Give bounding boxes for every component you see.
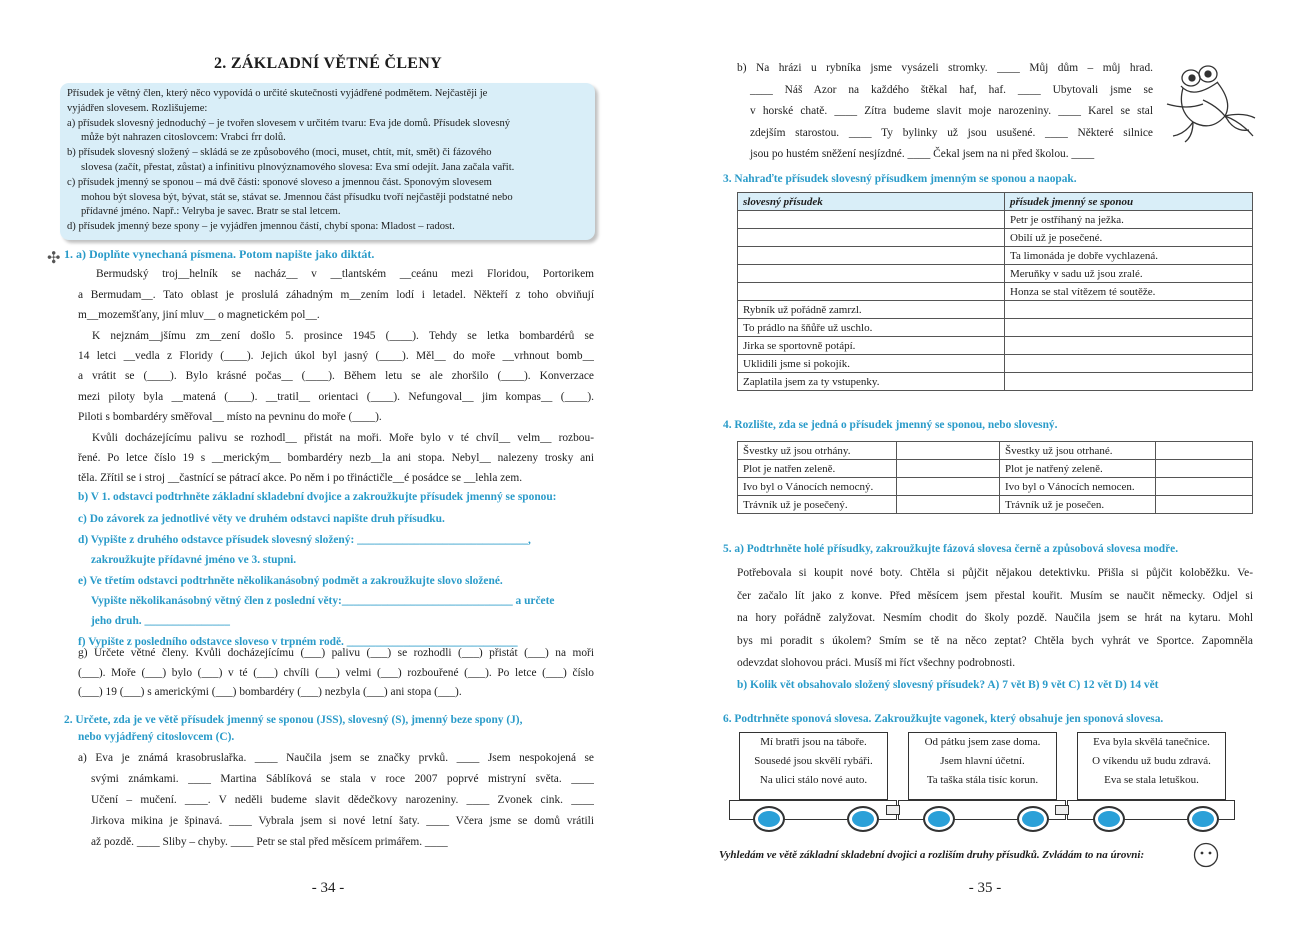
wagon-3[interactable] <box>1077 732 1226 800</box>
table-cell: Meruňky v sadu už jsou zralé. <box>1005 265 1253 283</box>
text-line: Potřebovala si koupit nové boty. Chtěla si půjčit nějakou detektivku. Přišla si půjčit koloběžku. Ve- <box>737 567 1253 579</box>
text-line: K nejznám__jšímu zm__zení došlo 5. prosince 1945 (____). Tehdy se letka bombardérů se <box>92 329 594 342</box>
definition-line: vyjádřen slovesem. Rozlišujeme: <box>67 102 208 114</box>
task-1-subtasks <box>78 488 598 653</box>
task-5b-question: b) Kolik vět obsahovalo složený slovesný přísudek? A) 7 vět B) 9 vět C) 12 vět D) 14 vět <box>737 679 1159 691</box>
table-row <box>738 442 1253 460</box>
wheel-icon <box>1093 806 1125 832</box>
text-line: na hory pořádně zalyžovat. Nesmím chodit do školy pozdě. Naučila jsem se hrát na kytaru. Mohl <box>737 612 1253 624</box>
definition-line: c) přísudek jmenný se sponou – má dvě části: sponové sloveso a jmennou část. Sponovým slovesem <box>67 176 492 188</box>
task-2-text <box>78 748 594 853</box>
task-4-table <box>737 441 1253 514</box>
wagon-sentence: Sousedé jsou skvělí rybáři. <box>754 755 873 767</box>
answer-cell[interactable] <box>1156 496 1253 514</box>
wagon-sentence: Na ulici stálo nové auto. <box>759 774 868 786</box>
definition-line: d) přísudek jmenný beze spony – je vyjádřen jmennou částí, chybí spona: Mladost – radost. <box>67 221 455 233</box>
definition-line: a) přísudek slovesný jednoduchý – je tvořen slovesem v určitém tvaru: Eva jde domů. Přísudek slovesný <box>67 117 511 129</box>
table-cell: Švestky už jsou otrhány. <box>738 442 897 460</box>
table-row <box>738 247 1253 265</box>
table-row <box>738 478 1253 496</box>
table-row <box>738 496 1253 514</box>
table-cell: Plot je natřený zeleně. <box>1000 460 1156 478</box>
table-row <box>738 301 1253 319</box>
answer-cell[interactable] <box>1005 355 1253 373</box>
table-row <box>738 265 1253 283</box>
table-row <box>738 355 1253 373</box>
definition-line: slovesa (začít, přestat, zůstat) a infinitivu plnovýznamového slovesa: Eva smí odejít. Jana začala vařit. <box>81 161 515 173</box>
answer-cell[interactable] <box>897 478 1000 496</box>
wagon-sentence: Eva se stala letuškou. <box>1104 774 1199 786</box>
wheel-icon <box>923 806 955 832</box>
answer-cell[interactable] <box>1156 478 1253 496</box>
table-row <box>738 337 1253 355</box>
text-line: m__mozemšťany, jiní mluv__ o magnetickém pol__. <box>78 309 320 322</box>
text-line: řené. Po letce číslo 19 s __merickým__ bombardéry nezb__la ani stopa. Nebyl__ nalezeny trosky ani <box>78 452 594 465</box>
heading-line: 2. Určete, zda je ve větě přísudek jmenný se sponou (JSS), slovesný (S), jmenný beze spony (J), <box>64 714 523 726</box>
wheel-icon <box>1017 806 1049 832</box>
text-line: a vrátit se (____). Bylo krásné počas__ (____). Během letu se ale zhoršilo (____). Konverzace <box>78 370 594 383</box>
subtask-d: d) Vypište z druhého odstavce přísudek slovesný složený: ______________________________, <box>78 534 531 547</box>
text-line: Učení – mučení. ____. V neděli budeme slavit dědečkovy narozeniny. ____ Zvonek cink. ____ <box>91 794 594 806</box>
task-3-heading: 3. Nahraďte přísudek slovesný přísudkem jmenným se sponou a naopak. <box>723 173 1077 185</box>
task-2b-text <box>737 58 1153 166</box>
subtask-d-cont: zakroužkujte přídavné jméno ve 3. stupni. <box>91 553 297 566</box>
definition-line: přídavné jméno. Např.: Velryba je savec. Bratr se stal letcem. <box>81 206 341 218</box>
coupler-icon <box>1055 805 1069 815</box>
table-cell: Honza se stal vítězem té soutěže. <box>1005 283 1253 301</box>
text-line: svými známkami. ____ Martina Sáblíková se stala v roce 2007 poprvé mistryní světa. ____ <box>91 773 594 785</box>
text-line: (___). Moře (___) bylo (___) v té (___) chvíli (___) velmi (___) rozbouřené (___). Po letce (___) číslo <box>78 666 594 679</box>
definition-line: b) přísudek slovesný složený – skládá se ze způsobového (moci, muset, chtít, mít, smět) či fázového <box>67 147 492 159</box>
subtask-e: e) Ve třetím odstavci podtrhněte několikanásobný podmět a zakroužkujte slovo složené. <box>78 575 503 588</box>
text-line: b) Na hrázi u rybníka jsme vysázeli stromky. ____ Můj dům – můj hrad. <box>737 62 1153 74</box>
answer-cell[interactable] <box>1005 337 1253 355</box>
task-3-table <box>737 192 1253 391</box>
wagon-sentence: Mí bratři jsou na táboře. <box>760 736 867 748</box>
answer-cell[interactable] <box>1005 301 1253 319</box>
answer-cell[interactable] <box>1156 442 1253 460</box>
wagon-sentence: Od pátku jsem zase doma. <box>924 736 1041 748</box>
table-row <box>738 211 1253 229</box>
text-line: Kvůli docházejícímu palivu se rozhodl__ přistát na moři. Moře bylo v té chvíl__ velm__ rozbou- <box>92 431 594 444</box>
table-cell: Obilí už je posečené. <box>1005 229 1253 247</box>
heading-line: nebo vyjádřený citoslovcem (C). <box>78 731 235 743</box>
wagon-sentence: Eva byla skvělá tanečnice. <box>1093 736 1210 748</box>
wheel-icon <box>847 806 879 832</box>
text-line: a) Eva je známá krasobruslařka. ____ Naučila jsem se značky prvků. ____ Jsem nespokojená se <box>78 752 594 764</box>
answer-cell[interactable] <box>897 460 1000 478</box>
table-cell: Švestky už jsou otrhané. <box>1000 442 1156 460</box>
self-assessment-note: Vyhledám ve větě základní skladební dvojici a rozliším druhy přísudků. Zvládám to na úrovni: <box>719 849 1145 861</box>
task-2-heading <box>64 712 598 746</box>
definition-line: Přísudek je větný člen, který něco vypovídá o určité skutečnosti vyjádřené podmětem. Nejčastěji je <box>67 88 488 99</box>
answer-cell[interactable] <box>1005 373 1253 391</box>
answer-cell[interactable] <box>738 229 1005 247</box>
column-header: přísudek jmenný se sponou <box>1005 193 1253 211</box>
table-cell: Uklidili jsme si pokojík. <box>738 355 1005 373</box>
text-line: 14 letci __vedla z Floridy (____). Jejich úkol byl jasný (____). Měl__ do moře __vrhnout bomb__ <box>78 350 594 363</box>
text-line: jsou po hustém sněžení nesjízdné. ____ Čekal jsem na ni před školou. ____ <box>750 148 1095 160</box>
text-line: ____ Náš Azor na každého štěkal haf, haf. ____ Ubytovali jsme se <box>750 83 1153 96</box>
text-line: Piloti s bombardéry směřoval__ místo na pevninu do moře (____). <box>78 411 382 424</box>
answer-cell[interactable] <box>738 211 1005 229</box>
coupler-icon <box>886 805 900 815</box>
text-line: čer začalo lít jako z konve. Před měsícem jsem přestal kouřit. Musím se naučit německy. Odjel si <box>737 589 1253 602</box>
subtask-f: f) Vypište z posledního odstavce sloveso v trpném rodě. ______________________________ <box>78 636 518 649</box>
wheel-icon <box>753 806 785 832</box>
answer-cell[interactable] <box>897 442 1000 460</box>
table-row <box>738 373 1253 391</box>
text-line: mezi piloty byla __matená (____). __tratil__ orientaci (____). Nefungoval__ jim kompas__ (____). <box>78 390 594 403</box>
table-row <box>738 283 1253 301</box>
text-line: a Bermudam__. Tato oblast je proslulá záhadným m__zením lodí i letadel. Někteří z toho obviňují <box>78 288 594 301</box>
table-cell: Ta limonáda je dobře vychlazená. <box>1005 247 1253 265</box>
frog-illustration-icon <box>1163 60 1258 145</box>
text-line: v horské chatě. ____ Zítra budeme slavit moje narozeniny. ____ Karel se stal <box>750 105 1153 117</box>
page-number: - 35 - <box>968 880 1002 896</box>
task-1-text <box>64 264 594 488</box>
table-row <box>738 229 1253 247</box>
definition-box <box>60 83 595 240</box>
text-line: g) Určete větné členy. Kvůli docházejícímu (___) palivu (___) se rozhodli (___) přistát (___) na moři <box>78 647 594 659</box>
text-line: až pozdě. ____ Sliby – chyby. ____ Petr se stal před měsícem primářem. ____ <box>91 836 448 848</box>
task-1-heading: 1. a) Doplňte vynechaná písmena. Potom napište jako diktát. <box>64 247 375 261</box>
text-line: těla. Zřítil se i stroj __častnící se pátrací akce. Po něm i po třináctičle__é posádce se __lehla zem. <box>78 472 523 485</box>
left-page <box>0 0 656 935</box>
table-cell: Ivo byl o Vánocích nemocný. <box>738 478 897 496</box>
text-line: (___) 19 (___) s americkými (___) bombardéry (___) nezbyla (___) ani stopa (___). <box>78 686 462 698</box>
answer-cell[interactable] <box>1005 319 1253 337</box>
answer-cell[interactable] <box>897 496 1000 514</box>
smiley-face-icon[interactable] <box>1193 842 1219 868</box>
table-cell: Zaplatila jsem za ty vstupenky. <box>738 373 1005 391</box>
column-header: slovesný přísudek <box>738 193 1005 211</box>
task-5-heading: 5. a) Podtrhněte holé přísudky, zakroužkujte fázová slovesa černě a způsobová slovesa modře. <box>723 543 1179 555</box>
wheel-icon <box>1187 806 1219 832</box>
wagon-sentence: Ta taška stála tisíc korun. <box>926 774 1039 786</box>
task-5-text <box>737 562 1253 675</box>
right-page <box>657 0 1313 935</box>
definition-line: mohou být slovesa být, bývat, stát se, stávat se. Jmennou část přísudku tvoří nejčastěji podstatné nebo <box>81 191 513 203</box>
table-cell: Rybník už pořádně zamrzl. <box>738 301 1005 319</box>
wagon-sentence: Jsem hlavní účetní. <box>940 755 1025 767</box>
table-cell: To prádlo na šňůře už uschlo. <box>738 319 1005 337</box>
task-4-heading: 4. Rozlište, zda se jedná o přísudek jmenný se sponou, nebo slovesný. <box>723 419 1058 431</box>
subtask-c: c) Do závorek za jednotlivé věty ve druhém odstavci napište druh přísudku. <box>78 512 445 525</box>
task-6-heading: 6. Podtrhněte sponová slovesa. Zakroužkujte vagonek, který obsahuje jen sponová slovesa. <box>723 713 1164 725</box>
table-cell: Jirka se sportovně potápí. <box>738 337 1005 355</box>
wagon-2[interactable] <box>908 732 1057 800</box>
text-line: Jirkova mikina je špinavá. ____ Vybrala jsem si nové letní šaty. ____ Včera jsme se domů vrátili <box>91 815 594 827</box>
text-line: odevzdat slohovou práci. Musíš mi říct všechny podrobnosti. <box>737 657 1016 669</box>
definition-line: může být nahrazen citoslovcem: Vrabci frr dolů. <box>81 132 286 144</box>
text-line: bys mi poradit s úkolem? Smím se tě na něco zeptat? Chtěla bych vyhrát ve Sportce. Zapomněla <box>737 634 1253 647</box>
answer-cell[interactable] <box>738 283 1005 301</box>
table-cell: Ivo byl o Vánocích nemocen. <box>1000 478 1156 496</box>
subtask-e-cont: Vypište několikanásobný větný člen z poslední věty:______________________________ a určete <box>91 594 555 607</box>
task-1 <box>64 244 594 489</box>
page-title: 2. ZÁKLADNÍ VĚTNÉ ČLENY <box>214 55 442 72</box>
puzzle-icon: ✣ <box>47 250 61 267</box>
table-cell: Plot je natřen zeleně. <box>738 460 897 478</box>
subtask-g <box>78 644 594 703</box>
page-number: - 34 - <box>311 880 345 896</box>
text-line: Bermudský troj__helník se nacház__ v __tlantském __ceánu mezi Floridou, Portorikem <box>96 268 594 281</box>
table-row <box>738 319 1253 337</box>
table-row <box>738 460 1253 478</box>
wagon-1[interactable] <box>739 732 888 800</box>
answer-cell[interactable] <box>1156 460 1253 478</box>
table-cell: Petr je ostříhaný na ježka. <box>1005 211 1253 229</box>
table-header-row <box>738 193 1253 211</box>
answer-cell[interactable] <box>738 247 1005 265</box>
table-cell: Trávník už je posečen. <box>1000 496 1156 514</box>
subtask-b: b) V 1. odstavci podtrhněte základní skladební dvojice a zakroužkujte přísudek jmenný se sponou: <box>78 491 557 503</box>
subtask-e-cont2: jeho druh. _______________ <box>91 614 230 627</box>
text-line: zdejším starostou. ____ Ty bylinky už jsou usušené. ____ Některé silnice <box>750 126 1153 139</box>
table-cell: Trávník už je posečený. <box>738 496 897 514</box>
wagon-sentence: O víkendu už budu zdravá. <box>1092 755 1211 767</box>
answer-cell[interactable] <box>738 265 1005 283</box>
